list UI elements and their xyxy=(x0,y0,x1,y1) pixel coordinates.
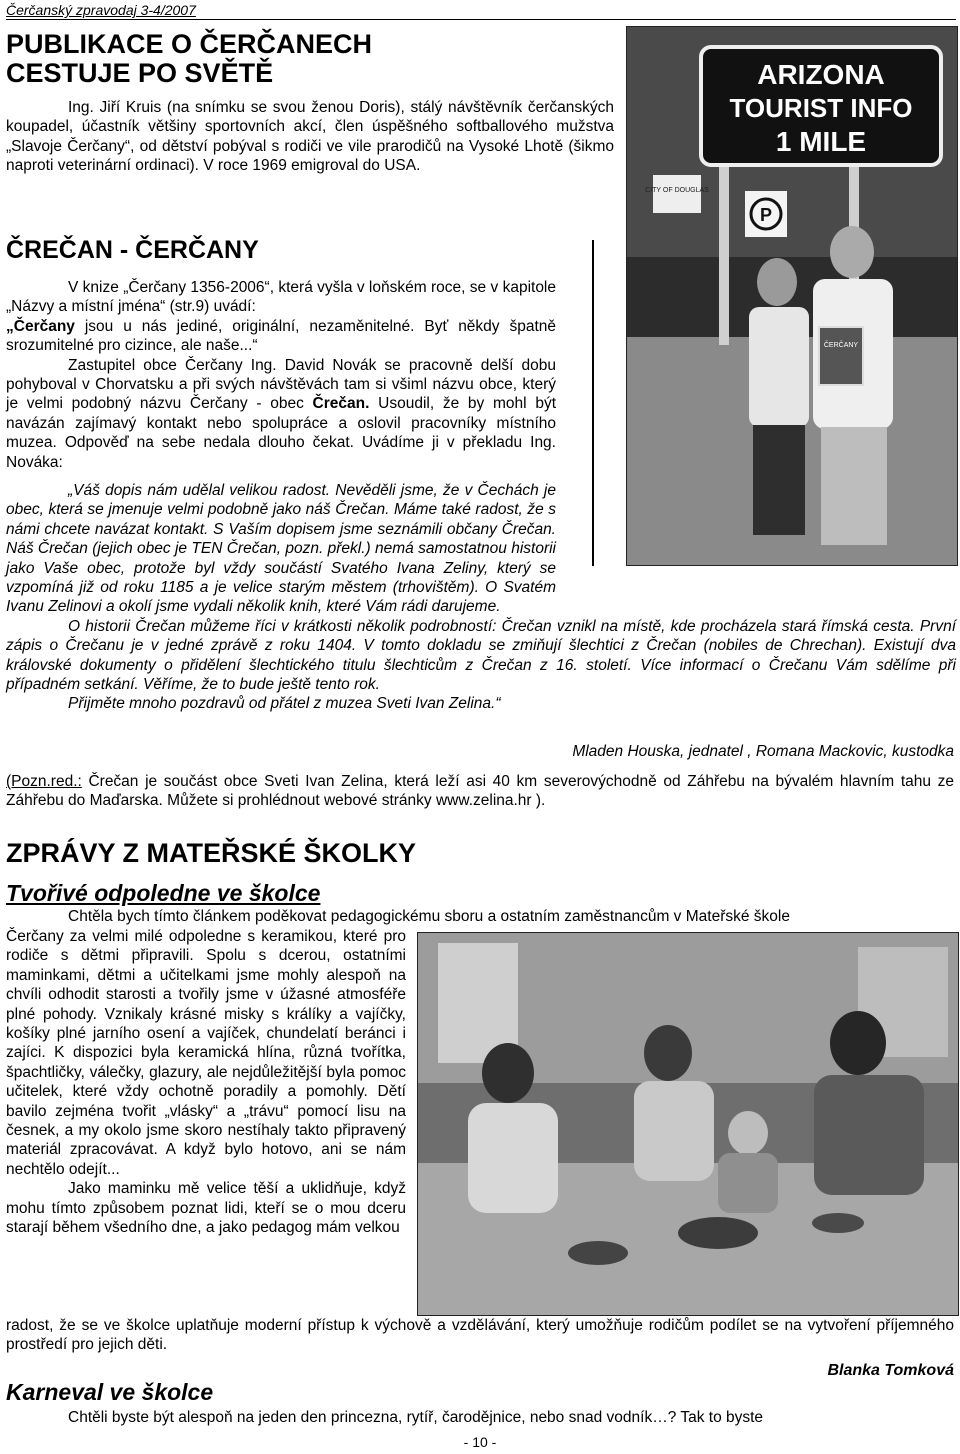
letter-para2: O historii Črečan můžeme říci v krátkosti několik podrobností: Črečan vznikl na místě, kde procházela stará římská cesta. První zápis o Črečanu je v jedné zprávě z roku 1404. V tomto dokladu se zmiňují šlechtici z Črečan (nobiles de Chrechan). Existují dva královské dokumenty o přidělení šlechtického titulu šlechticům z Črečan z 16. století. Více informací o Črečanu Vám sdělíme při případném setkání. Věříme, že to bude ještě tento rok. xyxy=(6,617,956,694)
article2-lead: V knize „Čerčany 1356-2006“, která vyšla v loňském roce, se v kapitole „Názvy a místní jména“ (str.9) uvádí: xyxy=(6,279,556,316)
para2-bold: Črečan. xyxy=(312,395,370,413)
article4-title: Karneval ve školce xyxy=(6,1379,214,1405)
page-number: - 10 - xyxy=(463,1434,497,1450)
sign-text-line3: 1 MILE xyxy=(775,126,867,157)
article3-column xyxy=(6,927,406,1238)
article2-lead-block xyxy=(6,278,556,472)
city-sign-text: CITY OF DOUGLAS xyxy=(645,187,709,194)
letter-para3: Přijměte mnoho pozdravů od přátel z muzea Sveti Ivan Zelina.“ xyxy=(68,695,501,713)
photo-kindergarten-graphic xyxy=(418,933,958,1315)
sign-text-line1: ARIZONA xyxy=(757,59,885,90)
article2-quote xyxy=(6,317,556,356)
article-intro: Ing. Jiří Kruis (na snímku se svou ženou Doris), stálý návštěvník čerčanských koupadel, účastník většiny sportovních akcí, člen úspěšného softballového mužstva „Slavoje Čerčany“, od dětství pobýval s rodiči ve vile prarodičů na Vysoké Lhotě (šikmo naproti veterinární ordinaci). V roce 1969 emigroval do USA. xyxy=(6,99,614,175)
para2-end: Usoudil, že by mohl být navázán zajímavý kontakt nebo spolupráce a oslovil pracovníky místního muzea. Odpověď na sebe nedala dlouho čekat. Uvádíme ji v překladu Ing. Nováka: xyxy=(6,395,556,471)
para2-start: Zastupitel obce Čerčany Ing. David Novák se pracovně delší dobu pohyboval v Chorvatsku a při svých návštěvách tam si všiml názvu obce, který je velmi podobný názvu Čerčany - obec xyxy=(6,356,556,413)
article3-title: ZPRÁVY Z MATEŘSKÉ ŠKOLKY xyxy=(6,838,417,868)
quote-bold: „Čerčany xyxy=(6,317,75,335)
article3-para1-rest: Čerčany za velmi milé odpoledne s keramikou, které pro rodiče s dětmi připravili. Spolu s dcerou, ostatními maminkami, dětmi a učitelkami jsme mohly alespoň na chvíli odhodit starosti a tvořily jsme v úžasné atmosféře plné pohody. Vznikaly krásné misky s králíky a vajíčky, košíky plné jarního osení a vajíček, chundelatí beránci i zajíci. K dispozici byla keramická hlína, různá tvořítka, špachtličky, válečky, glazury, ale nejdůležitější byla pomoc učitelek, které vždy ochotně poradily a pomohly. Dětí bavilo zejména tvořit „vlásky“ a „trávu“ pomocí lisu na česnek, a my okolo jsme skoro nestíhaly takto připravený materiál zpracovávat. A když bylo hotovo, ani se nám nechtělo odejít... xyxy=(6,928,406,1178)
editor-note-label: (Pozn.red.: xyxy=(6,773,82,790)
article-title-line2: CESTUJE PO SVĚTĚ xyxy=(6,58,274,88)
article-title-line1: PUBLIKACE O ČERČANECH xyxy=(6,29,373,59)
letter-block xyxy=(6,481,956,714)
article4-para1: Chtěli byste být alespoň na jeden den princezna, rytíř, čarodějnice, nebo snad vodník…? Tak to byste xyxy=(68,1409,764,1426)
article3-para1-line1: Chtěla bych tímto článkem poděkovat pedagogickému sboru a ostatním zaměstnancům v Mateřské škole xyxy=(68,908,790,925)
article3-para2-full: radost, že se ve školce uplatňuje moderní přístup k výchově a vzdělávání, který umožňuje rodičům podílet se na vytvoření příjemného prostředí pro jejich děti. xyxy=(6,1317,954,1354)
book-title: ČERČANY xyxy=(823,342,859,349)
editor-note xyxy=(6,772,954,811)
article-title xyxy=(6,30,606,88)
article3-signature: Blanka Tomková xyxy=(827,1362,954,1379)
sign-text-line2: TOURIST INFO xyxy=(729,93,913,123)
letter-signature: Mladen Houska, jednatel , Romana Mackovic, kustodka xyxy=(572,743,954,760)
svg-text:P: P xyxy=(759,205,773,225)
photo-kindergarten-ceramics xyxy=(417,932,959,1316)
editor-note-text: Črečan je součást obce Sveti Ivan Zelina, která leží asi 40 km severovýchodně od Záhřebu na bývalém hlavním tahu ze Záhřebu do Maďarska. Můžete si prohlédnout webové stránky www.zelina.hr ). xyxy=(6,773,954,810)
article3-subtitle: Tvořivé odpoledne ve školce xyxy=(6,880,321,906)
article2-title: ČREČAN - ČERČANY xyxy=(6,236,259,264)
article2-para2 xyxy=(6,356,556,472)
newsletter-header: Čerčanský zpravodaj 3-4/2007 xyxy=(6,2,956,20)
quote-rest: jsou u nás jediné, originální, nezaměnitelné. Byť někdy špatně srozumitelné pro cizince, ale naše...“ xyxy=(6,317,556,355)
letter-float-spacer xyxy=(556,481,956,583)
letter-para1: „Váš dopis nám udělal velikou radost. Nevěděli jsme, že v Čechách je obec, která se jmenuje velmi podobně jako náš Črečan. Máme také radost, že s námi chcete navázat kontakt. S Vaším dopisem jsme seznámili občany Črečan. Náš Črečan (jejich obec je TEN Črečan, pozn. překl.) nemá samostatnou historii jako Vaše obec, protože byl vždy součástí Svatého Ivana Zeliny, který se vzpomíná již od roku 1185 a je velice starým městem (trhovištěm). O Svatém Ivanu Zelinovi a okolí jsme vydali několik knih, které Vám rádi darujeme. xyxy=(6,482,556,616)
article3-para2-col: Jako maminku mě velice těší a uklidňuje, když mohu tímto způsobem poznat lidi, kteří se o mou dceru starají během všedního dne, a jako pedagog mám velkou xyxy=(6,1180,406,1237)
